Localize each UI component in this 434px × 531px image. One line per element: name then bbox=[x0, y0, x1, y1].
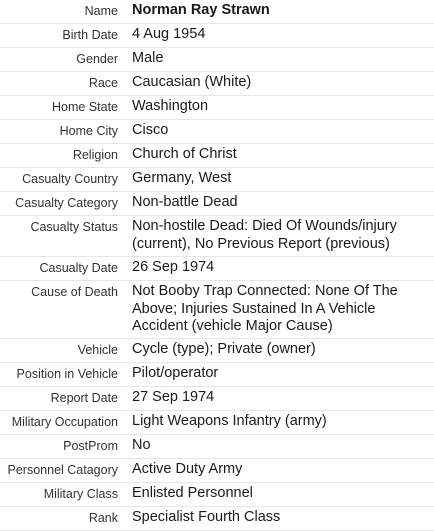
record-row-casualty-category bbox=[0, 192, 434, 216]
field-label: PostProm bbox=[63, 439, 118, 453]
record-row-military-occupation bbox=[0, 411, 434, 435]
field-value: Germany, West bbox=[132, 170, 232, 186]
field-label: Report Date bbox=[50, 391, 118, 405]
field-value: Light Weapons Infantry (army) bbox=[132, 413, 327, 429]
record-row-gender bbox=[0, 48, 434, 72]
field-label: Casualty Date bbox=[39, 261, 118, 275]
record-row-casualty-country bbox=[0, 168, 434, 192]
field-label: Position in Vehicle bbox=[16, 367, 118, 381]
field-value: Active Duty Army bbox=[132, 461, 243, 477]
field-value: Specialist Fourth Class bbox=[132, 509, 281, 525]
field-label: Gender bbox=[76, 52, 118, 66]
field-value: Pilot/operator bbox=[132, 365, 219, 381]
record-row-birth-date bbox=[0, 24, 434, 48]
field-value: Caucasian (White) bbox=[132, 74, 252, 90]
record-row-casualty-status bbox=[0, 216, 434, 257]
record-row-report-date bbox=[0, 387, 434, 411]
field-label: Race bbox=[88, 76, 118, 90]
field-label: Casualty Status bbox=[30, 220, 118, 234]
field-value-name: Norman Ray Strawn bbox=[132, 2, 270, 18]
field-value: Washington bbox=[132, 98, 209, 114]
field-value: 4 Aug 1954 bbox=[132, 26, 206, 42]
field-value: Non-hostile Dead: Died Of Wounds/injury (current), No Previous Report (previous) bbox=[132, 218, 397, 252]
field-value: No bbox=[132, 437, 151, 453]
record-row-rank bbox=[0, 507, 434, 531]
field-label: Military Occupation bbox=[11, 415, 118, 429]
record-row-vehicle bbox=[0, 339, 434, 363]
record-row-religion bbox=[0, 144, 434, 168]
record-row-cause-of-death bbox=[0, 281, 434, 339]
field-value: Church of Christ bbox=[132, 146, 237, 162]
record-row-postprom bbox=[0, 435, 434, 459]
field-label: Casualty Country bbox=[22, 172, 118, 186]
field-label: Religion bbox=[72, 148, 118, 162]
field-value: Male bbox=[132, 50, 164, 66]
record-row-military-class bbox=[0, 483, 434, 507]
field-label: Birth Date bbox=[62, 28, 118, 42]
field-value: Not Booby Trap Connected: None Of The Above; Injuries Sustained In A Vehicle Accident (vehicle Major Cause) bbox=[132, 283, 398, 334]
field-label: Military Class bbox=[43, 487, 118, 501]
field-value: 26 Sep 1974 bbox=[132, 259, 215, 275]
field-value: Non-battle Dead bbox=[132, 194, 238, 210]
field-value: Cycle (type); Private (owner) bbox=[132, 341, 316, 357]
record-row-home-state bbox=[0, 96, 434, 120]
field-value: Cisco bbox=[132, 122, 169, 138]
record-row-casualty-date bbox=[0, 257, 434, 281]
field-label: Vehicle bbox=[77, 343, 118, 357]
record-row-personnel-category bbox=[0, 459, 434, 483]
record-row-race bbox=[0, 72, 434, 96]
field-label: Personnel Catagory bbox=[7, 463, 118, 477]
record-row-name bbox=[0, 0, 434, 24]
record-row-position-in-vehicle bbox=[0, 363, 434, 387]
field-label: Casualty Category bbox=[15, 196, 118, 210]
field-value: 27 Sep 1974 bbox=[132, 389, 215, 405]
field-label: Rank bbox=[88, 511, 118, 525]
field-label: Cause of Death bbox=[31, 285, 118, 299]
field-label: Home City bbox=[59, 124, 118, 138]
record-row-home-city bbox=[0, 120, 434, 144]
field-label: Name bbox=[84, 4, 118, 18]
field-label: Home State bbox=[51, 100, 118, 114]
field-value: Enlisted Personnel bbox=[132, 485, 253, 501]
